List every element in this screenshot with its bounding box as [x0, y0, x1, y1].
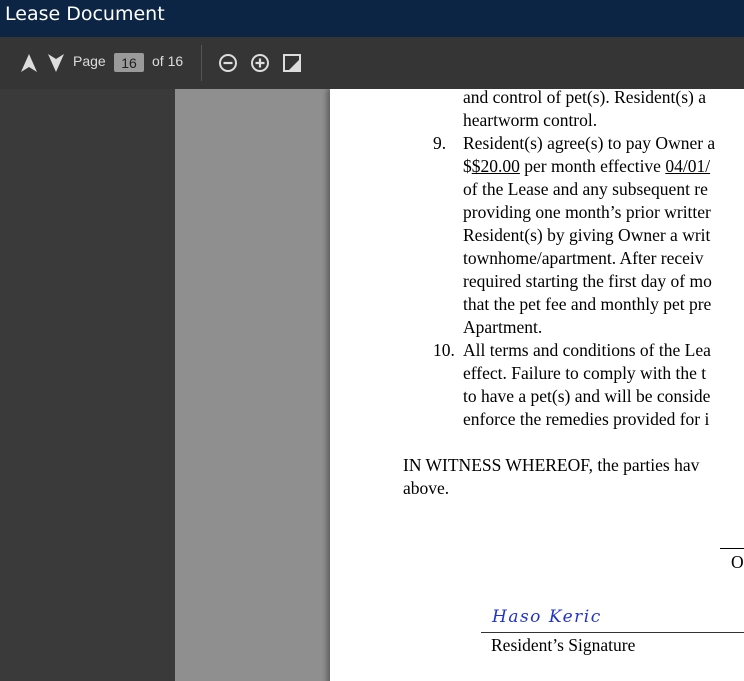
- zoom-out-icon: [218, 53, 238, 73]
- pet-fee-date: 04/01/: [665, 156, 711, 176]
- zoom-out-button[interactable]: [217, 51, 239, 75]
- document-line: and control of pet(s). Resident(s) a: [463, 89, 706, 107]
- toolbar-divider: [201, 45, 202, 81]
- witness-line: IN WITNESS WHEREOF, the parties hav: [403, 455, 700, 475]
- resident-signature-line: [481, 632, 744, 633]
- previous-page-button[interactable]: [18, 51, 40, 75]
- thumbnail-sidebar: [0, 89, 175, 681]
- page-count: of 16: [152, 53, 184, 69]
- pet-fee-line: [463, 155, 710, 177]
- document-line: townhome/apartment. After receiv: [463, 248, 704, 268]
- document-page: [330, 89, 744, 681]
- zoom-in-icon: [250, 53, 270, 73]
- pet-fee-amount: $20.00: [471, 156, 520, 176]
- resident-signature: [490, 606, 630, 628]
- fee-prefix: $: [463, 156, 472, 176]
- next-page-button[interactable]: [45, 51, 67, 75]
- document-line: of the Lease and any subsequent re: [463, 179, 708, 199]
- pdf-toolbar: [0, 37, 744, 89]
- document-line: to have a pet(s) and will be conside: [463, 386, 711, 406]
- document-line: enforce the remedies provided for i: [463, 409, 710, 429]
- document-line: that the pet fee and monthly pet pre: [463, 294, 712, 314]
- document-line: providing one month’s prior writter: [463, 202, 711, 222]
- arrow-down-icon: [47, 53, 65, 73]
- signature-text: Haso Keric: [492, 607, 602, 627]
- owner-label: O: [731, 552, 744, 572]
- item-number: 9.: [433, 133, 447, 153]
- arrow-up-icon: [20, 53, 38, 73]
- document-line: required starting the first day of mo: [463, 271, 712, 291]
- document-line: heartworm control.: [463, 110, 598, 130]
- document-line: Resident(s) agree(s) to pay Owner a: [463, 133, 716, 153]
- fee-text: per month effective: [519, 156, 666, 176]
- document-viewer[interactable]: [175, 89, 744, 681]
- witness-line: above.: [403, 478, 450, 498]
- item-number: 10.: [433, 340, 455, 360]
- page-label: Page: [73, 53, 106, 69]
- fit-page-icon: [282, 53, 302, 73]
- document-line: Resident(s) by giving Owner a writ: [463, 225, 711, 245]
- document-line: effect. Failure to comply with the t: [463, 363, 707, 383]
- document-line: Apartment.: [463, 317, 543, 337]
- owner-signature-line: [720, 548, 744, 549]
- document-line: All terms and conditions of the Lea: [463, 340, 711, 360]
- title-bar: [0, 0, 744, 37]
- window-title: Lease Document: [5, 3, 165, 25]
- page-number-input[interactable]: [114, 53, 144, 72]
- zoom-in-button[interactable]: [249, 51, 271, 75]
- fit-page-button[interactable]: [281, 51, 303, 75]
- resident-signature-label: Resident’s Signature: [491, 635, 636, 655]
